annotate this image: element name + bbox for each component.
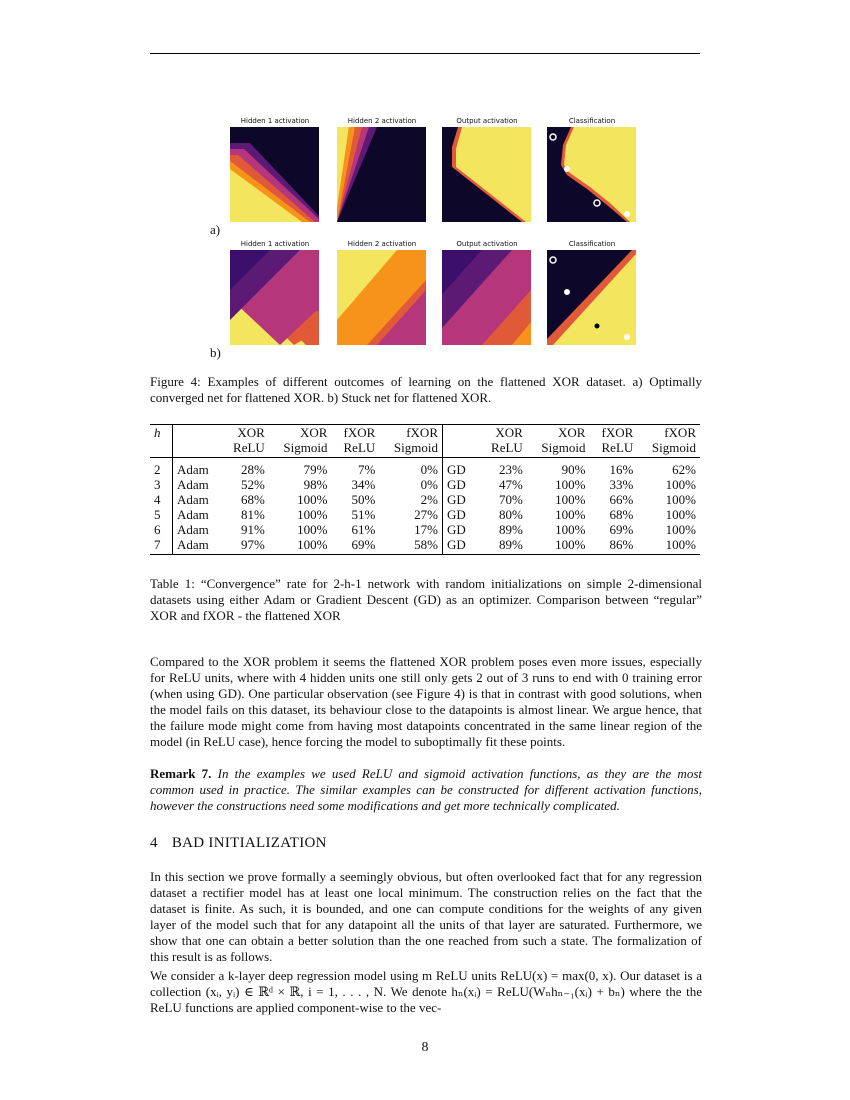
col-header: XOR <box>269 425 332 441</box>
panel-title: Hidden 1 activation <box>240 240 310 248</box>
activation-plot <box>230 127 319 222</box>
row-label: a) <box>210 222 221 237</box>
activation-plot <box>442 127 531 222</box>
table-row: 4 Adam 68% 100% 50% 2% GD 70% 100% 66% 100% <box>150 492 700 507</box>
panel-hidden1-a <box>230 116 320 222</box>
col-header: XOR <box>527 425 590 441</box>
table-row: 3 Adam 52% 98% 34% 0% GD 47% 100% 33% 100% <box>150 477 700 492</box>
col-subheader: Sigmoid <box>637 440 700 458</box>
table-caption: Table 1: “Convergence” rate for 2-h-1 network with random initializations on simple 2-dimensional datasets using either Adam or Gradient Descent (GD) as an optimizer. Comparison between “regular” XOR and fXOR - the flattened XOR <box>150 576 702 623</box>
paragraph: Compared to the XOR problem it seems the flattened XOR problem poses even more issues, especially for ReLU units, where with 4 hidden units one still only gets 2 out of 3 runs to end with 0 training error (when using GD). One particular observation (see Figure 4) is that in contrast with good solutions, when the model fails on this dataset, its behaviour close to the datapoints is almost linear. We argue hence, that the failure mode might come from having most datapoints concentrated in the same linear region of the model (in ReLU case), hence forcing the model to suboptimally fit these points. <box>150 654 702 749</box>
figure-caption: Figure 4: Examples of different outcomes of learning on the flattened XOR dataset. a) Optimally converged net for flattened XOR. b) Stuck net for flattened XOR. <box>150 374 702 405</box>
panel-output-b <box>442 239 532 345</box>
section-number: 4 <box>150 835 158 851</box>
panel-classification-b <box>547 239 637 345</box>
activation-plot <box>230 250 319 345</box>
panel-title: Output activation <box>456 117 518 125</box>
row-label: b) <box>210 345 221 360</box>
remark <box>150 766 702 814</box>
activation-plot <box>337 250 426 345</box>
activation-plot <box>442 250 531 345</box>
page-number: 8 <box>421 1040 429 1055</box>
panel-title: Hidden 2 activation <box>347 240 417 248</box>
col-subheader: Sigmoid <box>269 440 332 458</box>
results-table <box>150 424 700 555</box>
col-subheader: ReLU <box>331 440 379 458</box>
col-header: fXOR <box>379 425 442 441</box>
col-header-optimizer <box>443 425 480 441</box>
col-header: XOR <box>221 425 269 441</box>
table-row: 2 Adam 28% 79% 7% 0% GD 23% 90% 16% 62% <box>150 458 700 478</box>
datapoint <box>564 289 570 295</box>
paragraph: We consider a k-layer deep regression model using m ReLU units ReLU(x) = max(0, x). Our dataset is a collection (xᵢ, yᵢ) ∈ ℝᵈ × ℝ, i = 1, . . . , N. We denote hₙ(xᵢ) = ReLU(Wₙhₙ₋₁(xᵢ) + bₙ) where the the ReLU functions are applied component-wise to the vec- <box>150 968 702 1015</box>
section-title: BAD INITIALIZATION <box>171 835 327 851</box>
col-header: fXOR <box>637 425 700 441</box>
panel-title: Output activation <box>456 240 518 248</box>
activation-plot <box>337 127 426 222</box>
col-header-h: h <box>150 425 173 441</box>
panel-output-a <box>442 116 532 222</box>
panel-hidden1-b <box>230 239 320 345</box>
panel-title: Classification <box>568 117 616 125</box>
panel-title: Hidden 1 activation <box>240 117 310 125</box>
col-header: fXOR <box>331 425 379 441</box>
col-subheader: ReLU <box>589 440 637 458</box>
classification-plot <box>547 127 636 222</box>
datapoint <box>624 334 630 340</box>
col-subheader: Sigmoid <box>527 440 590 458</box>
datapoint <box>564 166 570 172</box>
col-header: fXOR <box>589 425 637 441</box>
panel-title: Classification <box>568 240 616 248</box>
panel-hidden2-a <box>337 116 427 222</box>
table-row: 5 Adam 81% 100% 51% 27% GD 80% 100% 68% 100% <box>150 507 700 522</box>
table-row: 6 Adam 91% 100% 61% 17% GD 89% 100% 69% 100% <box>150 522 700 537</box>
remark-text: In the examples we used ReLU and sigmoid activation functions, as they are the most common used in practice. The similar examples can be constructed for different activation functions, however the constructions need some modifications and get more technically complicated. <box>150 766 702 813</box>
col-header: XOR <box>479 425 527 441</box>
datapoint <box>624 211 630 217</box>
table-row: 7 Adam 97% 100% 69% 58% GD 89% 100% 86% 100% <box>150 537 700 555</box>
panel-hidden2-b <box>337 239 427 345</box>
col-subheader: Sigmoid <box>379 440 442 458</box>
header-rule <box>150 53 700 54</box>
col-header-optimizer <box>173 425 222 441</box>
col-subheader: ReLU <box>479 440 527 458</box>
datapoint <box>595 324 600 329</box>
section-heading <box>150 835 327 852</box>
classification-plot <box>547 250 636 345</box>
paragraph: In this section we prove formally a seemingly obvious, but often overlooked fact that for any regression dataset a rectifier model has at least one local minimum. The construction relies on the fact that the dataset is finite. As such, it is bounded, and one can compute conditions for the weights of any given layer of the model such that for any datapoint all the units of that layer are saturated. Furthermore, we show that one can obtain a better solution than the one reached from such a state. The formalization of this result is as follows. <box>150 869 702 964</box>
col-subheader: ReLU <box>221 440 269 458</box>
panel-classification-a <box>547 116 637 222</box>
panel-title: Hidden 2 activation <box>347 117 417 125</box>
remark-label: Remark 7. <box>150 766 212 781</box>
